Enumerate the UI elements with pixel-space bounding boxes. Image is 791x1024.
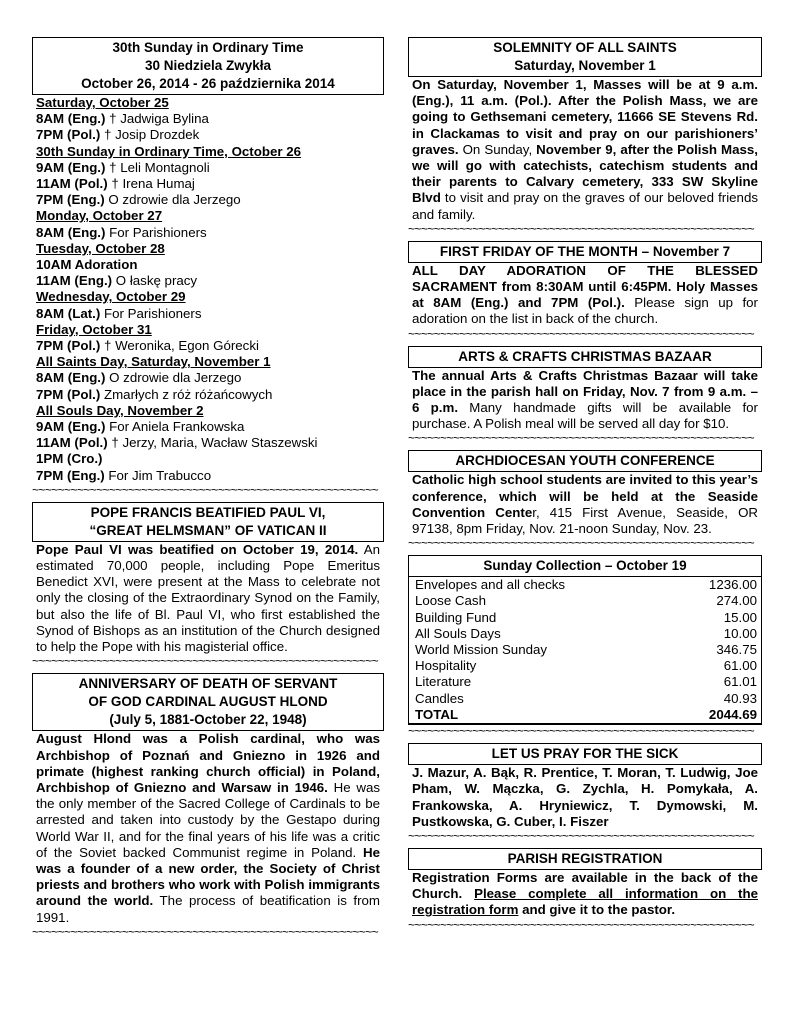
mass-entry <box>36 176 384 192</box>
sunday-header-box <box>32 37 384 95</box>
mass-entry <box>36 435 384 451</box>
collection-label: Hospitality <box>415 658 477 674</box>
schedule-day <box>36 144 384 160</box>
schedule-day-label: All Saints Day, Saturday, November 1 <box>36 354 271 370</box>
mass-time: 7PM (Eng.) <box>36 467 105 483</box>
divider: ~~~~~~~~~~~~~~~~~~~~~~~~~~~~~~~~~~~~~~~~~~~~~~~~~~~~~~ <box>408 222 755 235</box>
collection-amount: 274.00 <box>716 593 757 609</box>
collection-amount: 61.00 <box>723 658 757 674</box>
pray-for-sick-title: LET US PRAY FOR THE SICK <box>408 743 762 765</box>
divider: ~~~~~~~~~~~~~~~~~~~~~~~~~~~~~~~~~~~~~~~~~~~~~~~~~~~~~~ <box>408 327 755 340</box>
left-column <box>32 37 384 938</box>
mass-time: 7PM (Pol.) <box>36 127 101 143</box>
collection-label: Building Fund <box>415 609 497 625</box>
divider: ~~~~~~~~~~~~~~~~~~~~~~~~~~~~~~~~~~~~~~~~~~~~~~~~~~~~~~ <box>32 483 379 496</box>
divider: ~~~~~~~~~~~~~~~~~~~~~~~~~~~~~~~~~~~~~~~~~~~~~~~~~~~~~~ <box>32 925 379 938</box>
collection-amount: 40.93 <box>723 690 757 706</box>
mass-entry <box>36 468 384 484</box>
first-friday-title: FIRST FRIDAY OF THE MONTH – November 7 <box>408 241 762 263</box>
mass-entry <box>36 273 384 289</box>
mass-time: 8AM (Eng.) <box>36 224 106 240</box>
mass-intention: O zdrowie dla Jerzego <box>105 370 242 386</box>
mass-entry <box>36 111 384 127</box>
bazaar-paragraph: The annual Arts & Crafts Christmas Bazaar will take place in the parish hall on Friday, Nov. 7 from 9 a.m. – 6 p.m. Many handmade gifts will be available for purchase. A Polish meal will be served all day for $10. <box>412 367 758 432</box>
divider: ~~~~~~~~~~~~~~~~~~~~~~~~~~~~~~~~~~~~~~~~~~~~~~~~~~~~~~ <box>32 655 379 668</box>
schedule-day <box>36 289 384 305</box>
mass-time: 7PM (Eng.) <box>36 192 105 208</box>
collection-row <box>409 658 761 674</box>
all-saints-paragraph: On Saturday, November 1, Masses will be at 9 a.m. (Eng.), 11 a.m. (Pol.). After the Polish Mass, we are going to Gethsemani cemetery, 11666 SE Stevens Rd. in Clackamas to visit and pray on our parishioners’ graves. On Sunday, November 9, after the Polish Mass, we will go with catechists, catechism students and their parents to Calvary cemetery, 333 SW Skyline Blvd to visit and pray on the graves of our beloved friends and family. <box>412 77 758 222</box>
collection-amount: 10.00 <box>723 625 757 641</box>
mass-time: 9AM (Eng.) <box>36 159 106 175</box>
mass-intention: † Leli Montagnoli <box>105 159 210 175</box>
sick-names-paragraph: J. Mazur, A. Bąk, R. Prentice, T. Moran, T. Ludwig, Joe Pham, W. Mączka, G. Zychla, H. Pomykała, A. Frankowska, A. Hryniewicz, T. Dymowski, M. Pustkowska, G. Cuber, I. Fiszer <box>412 765 758 829</box>
pope-section-title: POPE FRANCIS BEATIFIED PAUL VI, “GREAT HELMSMAN” OF VATICAN II <box>32 502 384 542</box>
sunday-date: October 26, 2014 - 26 października 2014 <box>81 76 335 91</box>
collection-amount: 1236.00 <box>708 577 757 593</box>
collection-amount: 346.75 <box>716 642 757 658</box>
mass-entry <box>36 419 384 435</box>
registration-title: PARISH REGISTRATION <box>408 848 762 870</box>
collection-row <box>409 691 761 707</box>
collection-label: All Souls Days <box>415 625 501 641</box>
mass-entry <box>36 225 384 241</box>
mass-entry <box>36 160 384 176</box>
collection-label: Loose Cash <box>415 593 486 609</box>
schedule-day <box>36 403 384 419</box>
mass-time: 7PM (Pol.) <box>36 338 101 354</box>
mass-entry <box>36 192 384 208</box>
schedule-day-label: Saturday, October 25 <box>36 95 169 110</box>
mass-time: 11AM (Eng.) <box>36 273 113 289</box>
schedule-day-label: Friday, October 31 <box>36 321 152 337</box>
mass-intention: † Jadwiga Bylina <box>105 111 209 127</box>
all-saints-title: SOLEMNITY OF ALL SAINTS Saturday, November 1 <box>408 37 762 77</box>
sunday-title-polish: 30 Niedziela Zwykła <box>144 58 272 73</box>
total-value: 2044.69 <box>667 707 761 724</box>
mass-time: 7PM (Pol.) <box>36 386 101 402</box>
mass-intention: † Weronika, Egon Górecki <box>100 338 259 354</box>
mass-entry <box>36 127 384 143</box>
collection-label: Literature <box>415 674 472 690</box>
mass-time: 1PM (Cro.) <box>36 451 103 467</box>
mass-time: 8AM (Eng.) <box>36 111 106 127</box>
collection-box <box>408 555 762 725</box>
collection-label: World Mission Sunday <box>415 642 548 658</box>
mass-intention: For Jim Trabucco <box>104 467 212 483</box>
collection-row <box>409 593 761 609</box>
schedule-day <box>36 208 384 224</box>
schedule-day-label: Tuesday, October 28 <box>36 240 165 256</box>
collection-row <box>409 577 761 593</box>
first-friday-paragraph: ALL DAY ADORATION OF THE BLESSED SACRAMENT from 8:30AM until 6:45PM. Holy Masses at 8AM (Eng.) and 7PM (Pol.). Please sign up for adoration on the list in back of the church. <box>412 262 758 327</box>
mass-time: 10AM Adoration <box>36 257 138 273</box>
youth-conference-paragraph: Catholic high school students are invited to this year’s conference, which will be held at the Seaside Convention Center, 415 First Avenue, Seaside, OR 97138, 8pm Friday, Nov. 21-noon Sunday, Nov. 23. <box>412 472 759 537</box>
mass-intention: † Jerzy, Maria, Wacław Staszewski <box>107 435 318 451</box>
mass-intention: † Irena Humaj <box>107 176 195 192</box>
sunday-title: 30th Sunday in Ordinary Time <box>112 40 304 55</box>
mass-entry <box>36 306 384 322</box>
divider: ~~~~~~~~~~~~~~~~~~~~~~~~~~~~~~~~~~~~~~~~~~~~~~~~~~~~~~ <box>408 725 755 738</box>
hlond-section-title: ANNIVERSARY OF DEATH OF SERVANT OF GOD CARDINAL AUGUST HLOND (July 5, 1881-October 22, 1948) <box>32 673 384 731</box>
collection-row <box>409 610 761 626</box>
registration-paragraph: Registration Forms are available in the back of the Church. Please complete all information on the registration form and give it to the pastor. <box>412 869 758 918</box>
collection-amount: 61.01 <box>723 674 757 690</box>
mass-intention: Zmarłych z róż różańcowych <box>100 386 273 402</box>
mass-entry <box>36 370 384 386</box>
schedule-day-label: All Souls Day, November 2 <box>36 402 204 418</box>
mass-entry <box>36 387 384 403</box>
collection-amount: 15.00 <box>723 609 757 625</box>
right-column <box>408 37 762 931</box>
youth-conference-title: ARCHDIOCESAN YOUTH CONFERENCE <box>408 450 762 472</box>
mass-intention: For Parishioners <box>105 224 207 240</box>
collection-title: Sunday Collection – October 19 <box>409 556 761 577</box>
mass-entry <box>36 451 384 467</box>
total-label: TOTAL <box>409 707 667 724</box>
schedule-day <box>36 354 384 370</box>
mass-entry <box>36 338 384 354</box>
hlond-paragraph: August Hlond was a Polish cardinal, who was Archbishop of Poznań and Gniezno in 1926 and primate (highest ranking church official) in Poland, Archbishop of Gniezno and Warsaw in 1946. He was the only member of the Sacred College of Cardinals to be arrested and taken into custody by the Gestapo during World War II, and for the final years of his life was a critic of the Soviet backed Communist regime in Poland. He was a founder of a new order, the Society of Christ priests and brothers who work with Polish immigrants around the world. The process of beatification is from 1991. <box>36 731 380 925</box>
collection-table <box>409 577 761 724</box>
divider: ~~~~~~~~~~~~~~~~~~~~~~~~~~~~~~~~~~~~~~~~~~~~~~~~~~~~~~ <box>408 537 755 550</box>
pope-paragraph: Pope Paul VI was beatified on October 19, 2014. An estimated 70,000 people, including Pope Emeritus Benedict XVI, were present at the Mass to celebrate not only the closing of the Extraordinary Synod on the Family, but also the life of Bl. Paul VI, who first established the Synod of Bishops as an institution of the Church designed to help the Pope with his magisterial office. <box>36 541 380 655</box>
divider: ~~~~~~~~~~~~~~~~~~~~~~~~~~~~~~~~~~~~~~~~~~~~~~~~~~~~~~ <box>408 918 755 931</box>
collection-label: Envelopes and all checks <box>415 577 566 593</box>
collection-row <box>409 674 761 690</box>
divider: ~~~~~~~~~~~~~~~~~~~~~~~~~~~~~~~~~~~~~~~~~~~~~~~~~~~~~~ <box>408 432 755 445</box>
collection-row <box>409 642 761 658</box>
mass-time: 11AM (Pol.) <box>36 435 108 451</box>
mass-intention: O zdrowie dla Jerzego <box>104 192 241 208</box>
bazaar-title: ARTS & CRAFTS CHRISTMAS BAZAAR <box>408 346 762 368</box>
mass-intention: O łaskę pracy <box>112 273 198 289</box>
mass-time: 9AM (Eng.) <box>36 419 106 435</box>
schedule-day-label: 30th Sunday in Ordinary Time, October 26 <box>36 143 302 159</box>
schedule-day <box>36 241 384 257</box>
mass-time: 11AM (Pol.) <box>36 176 108 192</box>
mass-time: 8AM (Lat.) <box>36 305 101 321</box>
schedule-day <box>36 322 384 338</box>
mass-intention: For Aniela Frankowska <box>105 419 245 435</box>
collection-row <box>409 626 761 642</box>
mass-schedule <box>32 95 384 484</box>
collection-label: Candles <box>415 690 464 706</box>
schedule-day <box>36 95 384 111</box>
mass-intention: For Parishioners <box>100 305 202 321</box>
mass-time: 8AM (Eng.) <box>36 370 106 386</box>
schedule-day-label: Monday, October 27 <box>36 208 163 224</box>
collection-total-row <box>409 707 761 724</box>
schedule-day-label: Wednesday, October 29 <box>36 289 186 305</box>
divider: ~~~~~~~~~~~~~~~~~~~~~~~~~~~~~~~~~~~~~~~~~~~~~~~~~~~~~~ <box>408 829 755 842</box>
mass-intention: † Josip Drozdek <box>100 127 200 143</box>
mass-entry <box>36 257 384 273</box>
